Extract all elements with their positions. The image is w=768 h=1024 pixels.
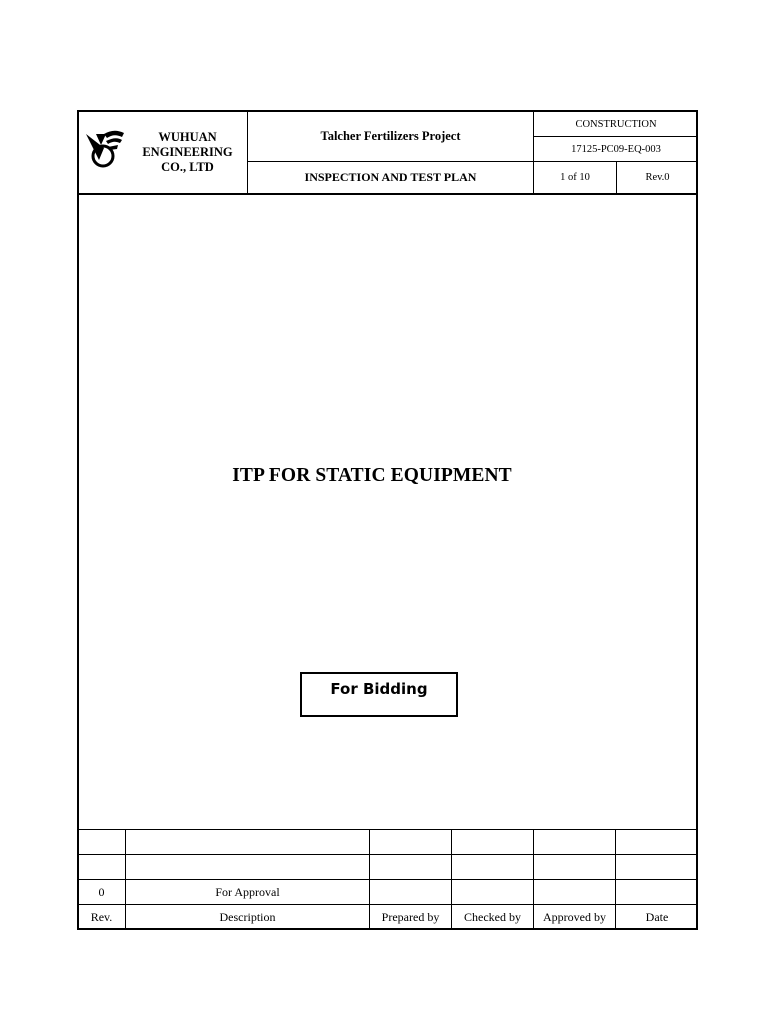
rev-cell [78, 855, 125, 879]
description-cell: For Approval [215, 884, 280, 899]
approved-by-cell [534, 880, 615, 904]
date-cell [616, 830, 698, 854]
project-name: Talcher Fertilizers Project [320, 129, 461, 143]
prepared-by-cell [370, 830, 451, 854]
company-name-line1: WUHUAN [158, 129, 217, 144]
document-title: ITP FOR STATIC EQUIPMENT [232, 465, 512, 486]
description-cell [126, 830, 369, 854]
document-frame [77, 110, 698, 930]
company-name-line3: CO., LTD [161, 159, 214, 174]
prepared-by-cell [370, 880, 451, 904]
document-type: INSPECTION AND TEST PLAN [304, 170, 477, 184]
checked-by-cell [452, 830, 533, 854]
company-name-line2: ENGINEERING [142, 144, 233, 159]
revision-label: Rev.0 [645, 172, 670, 183]
rev-cell: 0 [98, 884, 105, 899]
checked-by-cell [452, 880, 533, 904]
description-header: Description [219, 909, 276, 924]
for-bidding-stamp [300, 672, 458, 717]
rev-cell [78, 830, 125, 854]
document-number: 17125-PC09-EQ-003 [571, 143, 661, 155]
company-name [130, 128, 245, 176]
header-bottom-line [77, 193, 698, 195]
stage-label: CONSTRUCTION [575, 118, 657, 130]
date-header: Date [645, 909, 669, 924]
company-logo [84, 128, 126, 170]
prepared-by-header: Prepared by [381, 909, 440, 924]
date-cell [616, 855, 698, 879]
checked-by-header: Checked by [464, 909, 521, 924]
date-cell [616, 880, 698, 904]
rev-header: Rev. [90, 909, 113, 924]
checked-by-cell [452, 855, 533, 879]
for-bidding-label: For Bidding [330, 680, 428, 698]
page-number: 1 of 10 [560, 172, 590, 183]
approved-by-header: Approved by [543, 909, 606, 924]
description-cell [126, 855, 369, 879]
prepared-by-cell [370, 855, 451, 879]
approved-by-cell [534, 830, 615, 854]
approved-by-cell [534, 855, 615, 879]
